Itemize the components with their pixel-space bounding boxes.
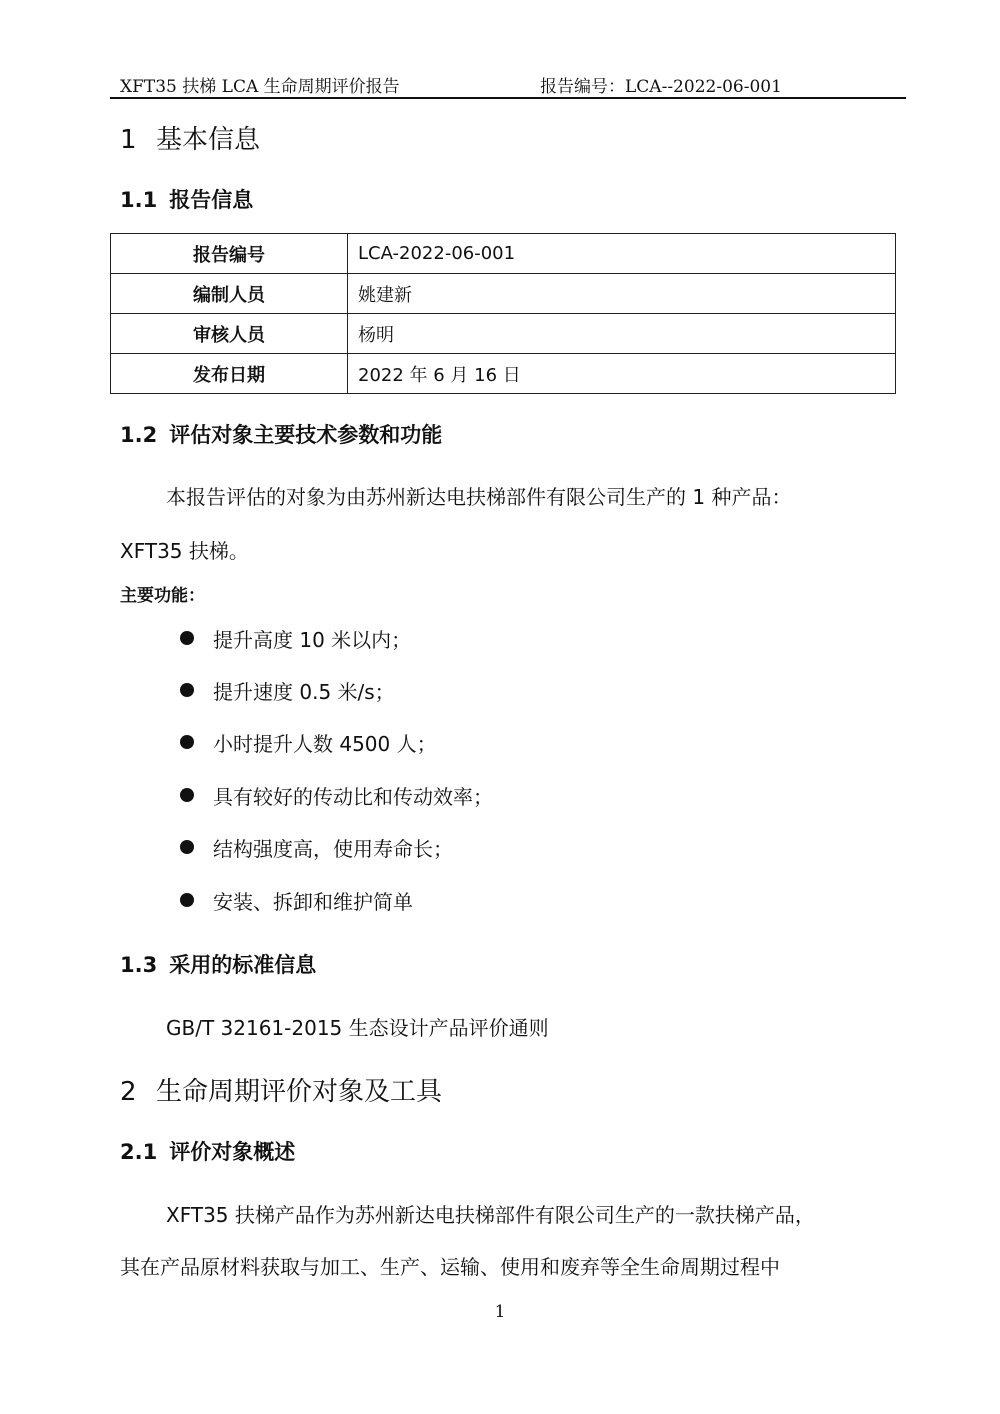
- bullet-icon: [180, 840, 194, 854]
- table-label-reviewer: 审核人员: [111, 314, 348, 354]
- section-2-title: 生命周期评价对象及工具: [156, 1077, 443, 1107]
- table-row: [111, 354, 896, 394]
- main-functions-label: 主要功能：: [120, 586, 205, 606]
- report-info-table: [110, 233, 896, 394]
- table-row: [111, 314, 896, 354]
- table-label-author: 编制人员: [111, 274, 348, 314]
- section-1-3-heading: [120, 949, 316, 979]
- table-label-release-date: 发布日期: [111, 354, 348, 394]
- list-item: 具有较好的传动比和传动效率；: [213, 785, 493, 809]
- section-2-1-number: 2.1: [120, 1140, 158, 1164]
- section-1-title: 基本信息: [156, 125, 261, 155]
- evaluation-overview-paragraph-line-1: XFT35 扶梯产品作为苏州新达电扶梯部件有限公司生产的一款扶梯产品，: [166, 1203, 815, 1227]
- section-1-heading: [120, 119, 260, 156]
- section-2-heading: [120, 1071, 442, 1108]
- table-value-author: 姚建新: [348, 274, 896, 314]
- section-1-1-number: 1.1: [120, 188, 158, 212]
- section-2-1-title: 评价对象概述: [169, 1140, 296, 1164]
- bullet-icon: [180, 683, 194, 697]
- list-item: 结构强度高，使用寿命长；: [213, 837, 453, 861]
- section-1-2-heading: [120, 419, 442, 449]
- table-label-report-no: 报告编号: [111, 234, 348, 274]
- section-2-1-heading: [120, 1136, 295, 1166]
- list-item: 提升高度 10 米以内；: [213, 628, 412, 652]
- list-item: 提升速度 0.5 米/s；: [213, 680, 395, 704]
- standard-reference: GB/T 32161-2015 生态设计产品评价通则: [166, 1016, 549, 1040]
- section-2-number: 2: [120, 1077, 137, 1107]
- section-1-number: 1: [120, 125, 137, 155]
- section-1-3-title: 采用的标准信息: [169, 953, 317, 977]
- section-1-3-number: 1.3: [120, 953, 158, 977]
- section-1-1-title: 报告信息: [169, 188, 254, 212]
- bullet-icon: [180, 788, 194, 802]
- table-value-release-date: 2022 年 6 月 16 日: [348, 354, 896, 394]
- header-report-number: 报告编号：LCA--2022-06-001: [540, 77, 782, 97]
- header-title: XFT35 扶梯 LCA 生命周期评价报告: [120, 77, 400, 97]
- table-row: [111, 234, 896, 274]
- table-row: [111, 274, 896, 314]
- bullet-icon: [180, 893, 194, 907]
- section-1-1-heading: [120, 184, 253, 214]
- section-1-2-title: 评估对象主要技术参数和功能: [169, 423, 443, 447]
- page-number: 1: [494, 1302, 506, 1322]
- table-value-reviewer: 杨明: [348, 314, 896, 354]
- evaluation-overview-paragraph-line-2: 其在产品原材料获取与加工、生产、运输、使用和废弃等全生命周期过程中: [120, 1255, 780, 1279]
- table-value-report-no: LCA-2022-06-001: [348, 234, 896, 274]
- evaluation-object-paragraph-line-2: XFT35 扶梯。: [120, 539, 249, 563]
- bullet-icon: [180, 631, 194, 645]
- list-item: 小时提升人数 4500 人；: [213, 732, 437, 756]
- list-item: 安装、拆卸和维护简单: [213, 890, 413, 914]
- header-divider: [110, 97, 906, 99]
- bullet-icon: [180, 735, 194, 749]
- evaluation-object-paragraph-line-1: 本报告评估的对象为由苏州新达电扶梯部件有限公司生产的 1 种产品：: [166, 485, 792, 509]
- section-1-2-number: 1.2: [120, 423, 158, 447]
